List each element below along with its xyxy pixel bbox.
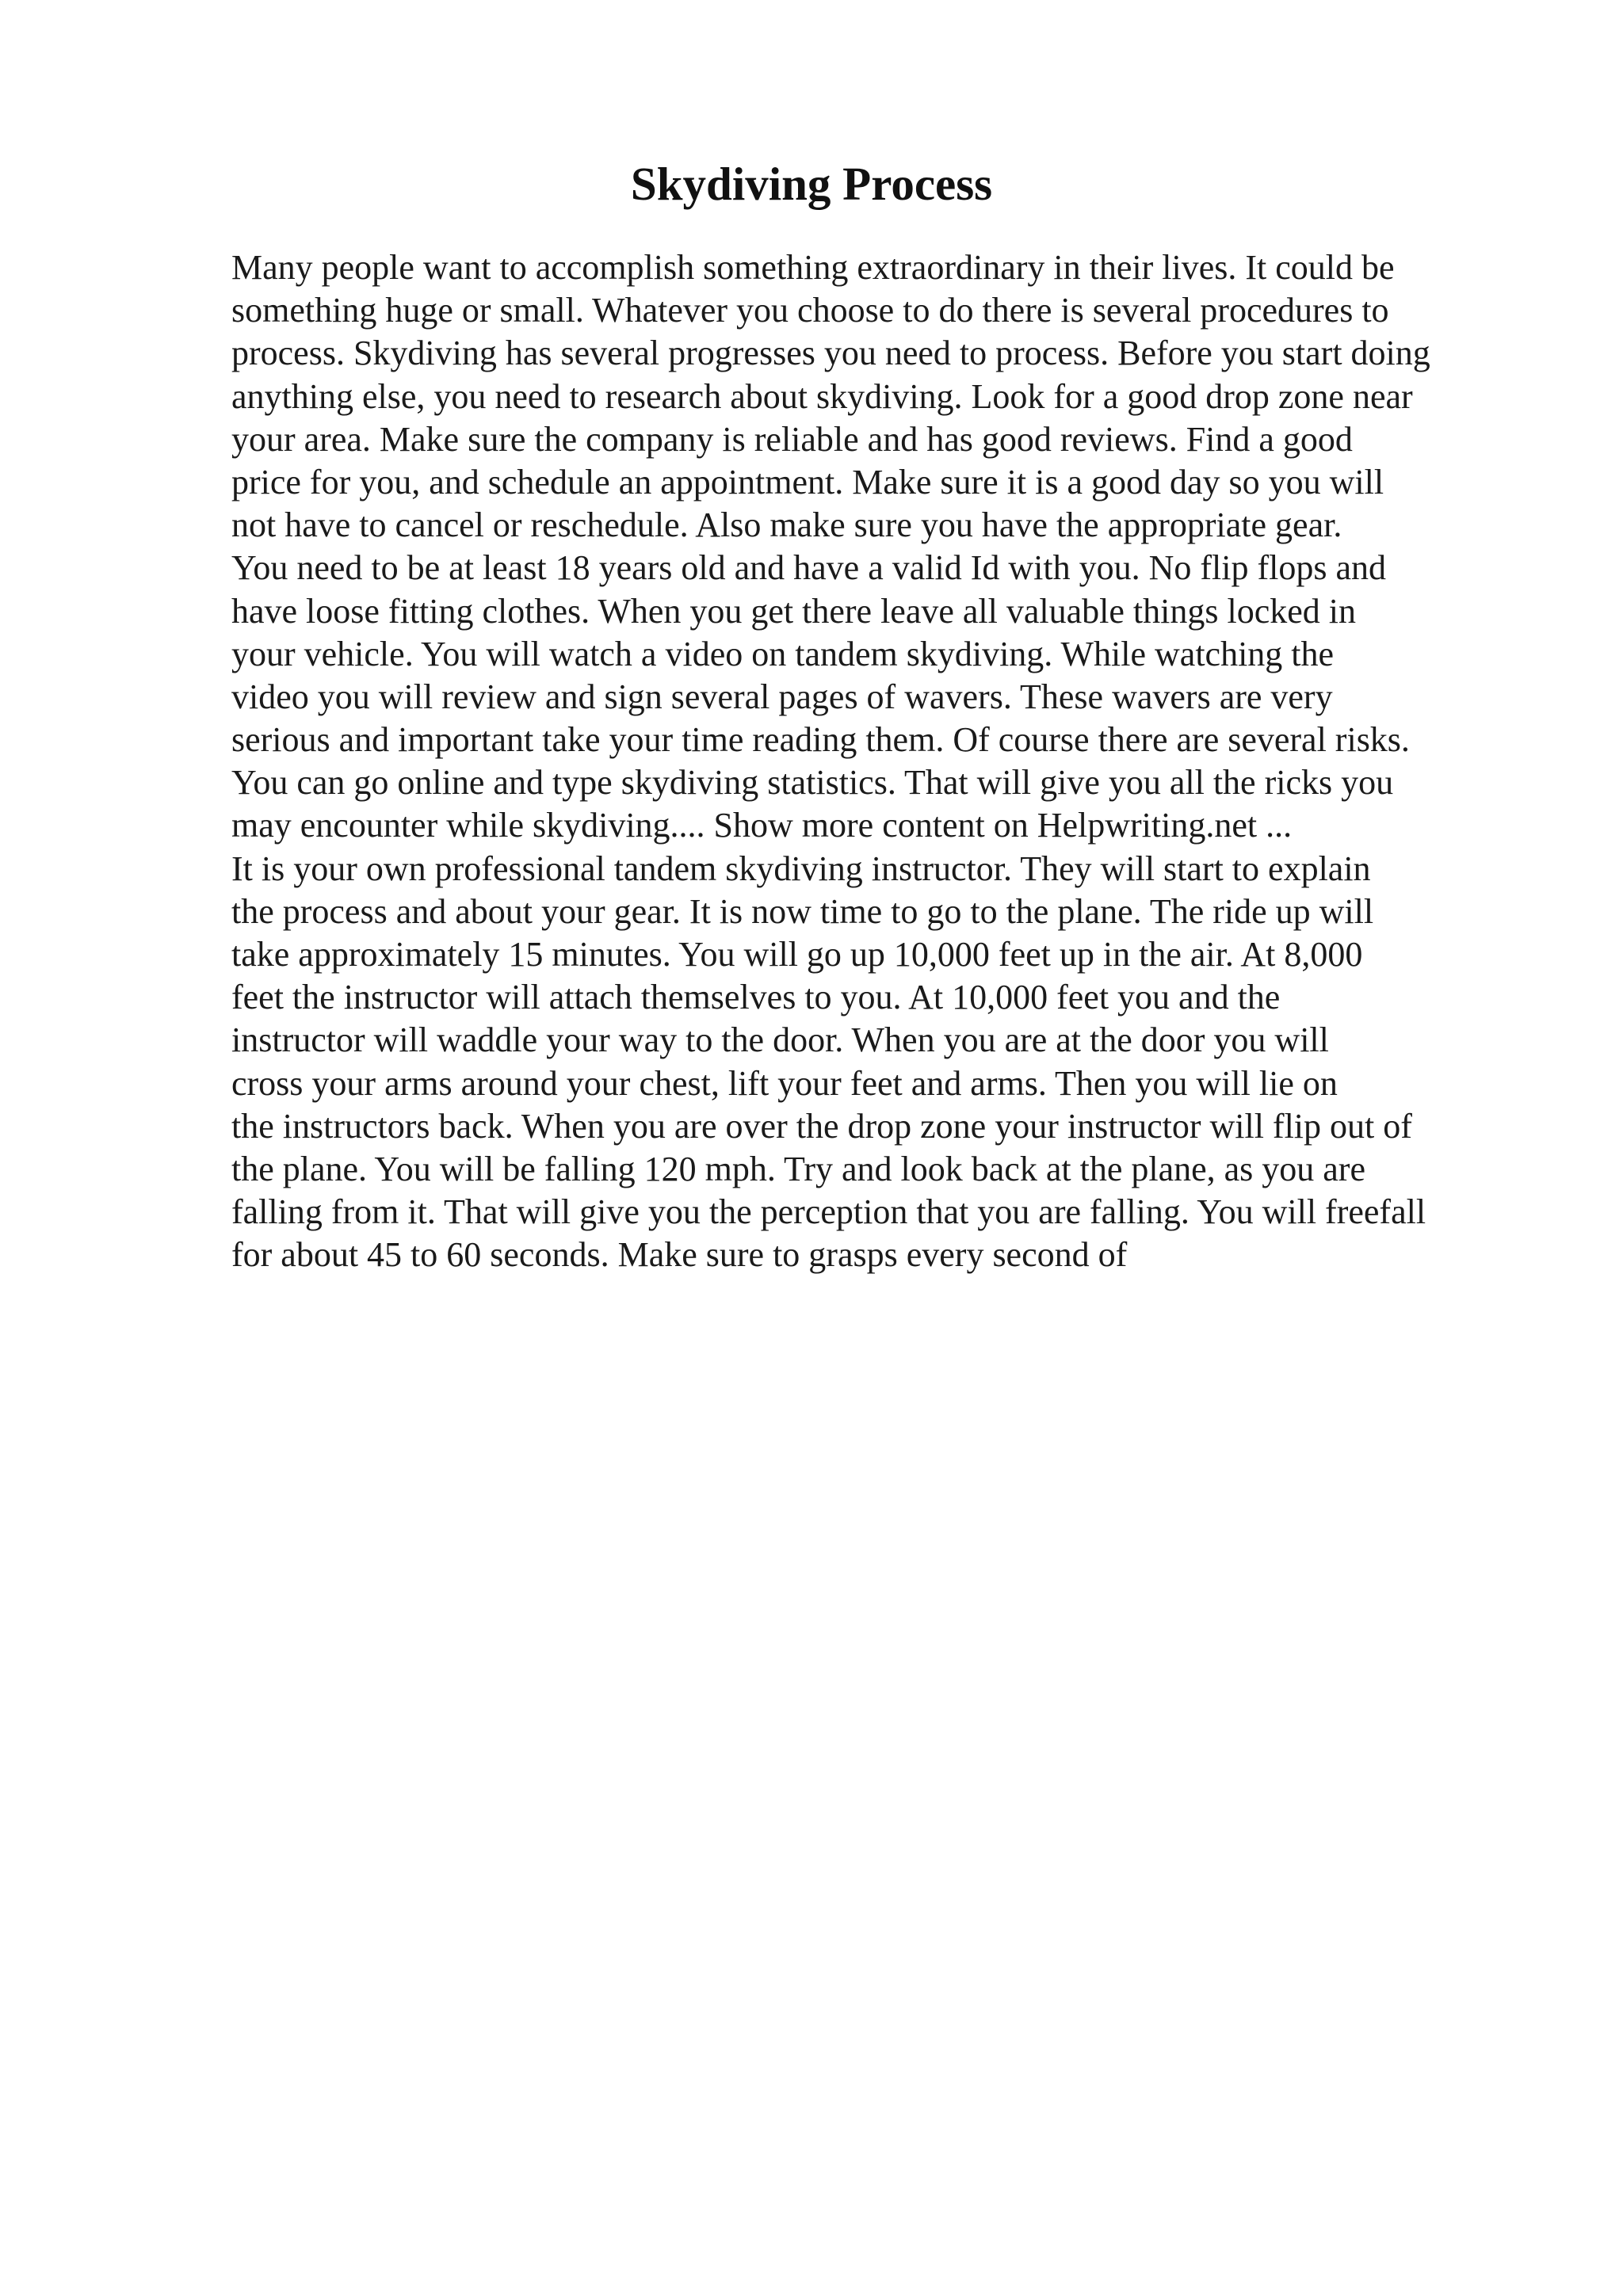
body-line: You need to be at least 18 years old and have a valid Id with you. No flip flops and bbox=[231, 548, 1387, 588]
body-line: something huge or small. Whatever you choose to do there is several procedures to bbox=[231, 291, 1389, 330]
body-line: have loose fitting clothes. When you get there leave all valuable things locked in bbox=[231, 591, 1356, 631]
body-line: instructor will waddle your way to the door. When you are at the door you will bbox=[231, 1020, 1329, 1060]
body-line: anything else, you need to research about skydiving. Look for a good drop zone near bbox=[231, 376, 1413, 416]
body-line: serious and important take your time reading them. Of course there are several risks. bbox=[231, 720, 1410, 760]
body-line: take approximately 15 minutes. You will go up 10,000 feet up in the air. At 8,000 bbox=[231, 935, 1363, 974]
body-line: cross your arms around your chest, lift your feet and arms. Then you will lie on bbox=[231, 1063, 1338, 1103]
body-line: your area. Make sure the company is reliable and has good reviews. Find a good bbox=[231, 419, 1353, 459]
body-line: price for you, and schedule an appointment. Make sure it is a good day so you will bbox=[231, 462, 1384, 502]
body-line: your vehicle. You will watch a video on tandem skydiving. While watching the bbox=[231, 634, 1335, 673]
document-title: Skydiving Process bbox=[630, 158, 993, 210]
body-line: the instructors back. When you are over the drop zone your instructor will flip out of bbox=[231, 1106, 1412, 1146]
body-line: the process and about your gear. It is now time to go to the plane. The ride up will bbox=[231, 891, 1374, 931]
body-line: for about 45 to 60 seconds. Make sure to grasps every second of bbox=[231, 1235, 1128, 1275]
body-line: video you will review and sign several pages of wavers. These wavers are very bbox=[231, 677, 1333, 716]
body-line: may encounter while skydiving.... Show more content on Helpwriting.net ... bbox=[231, 806, 1293, 845]
body-line: You can go online and type skydiving statistics. That will give you all the ricks you bbox=[231, 763, 1394, 803]
body-line: not have to cancel or reschedule. Also make sure you have the appropriate gear. bbox=[231, 505, 1342, 545]
body-line: Many people want to accomplish something extraordinary in their lives. It could be bbox=[231, 248, 1395, 287]
body-line: falling from it. That will give you the perception that you are falling. You will freefall bbox=[231, 1192, 1426, 1232]
body-line: the plane. You will be falling 120 mph. Try and look back at the plane, as you are bbox=[231, 1149, 1365, 1188]
body-line: process. Skydiving has several progresses you need to process. Before you start doing bbox=[231, 334, 1430, 373]
body-line: It is your own professional tandem skydiving instructor. They will start to explain bbox=[231, 849, 1371, 888]
body-line: feet the instructor will attach themselves to you. At 10,000 feet you and the bbox=[231, 978, 1281, 1017]
document-body bbox=[231, 246, 1594, 1277]
